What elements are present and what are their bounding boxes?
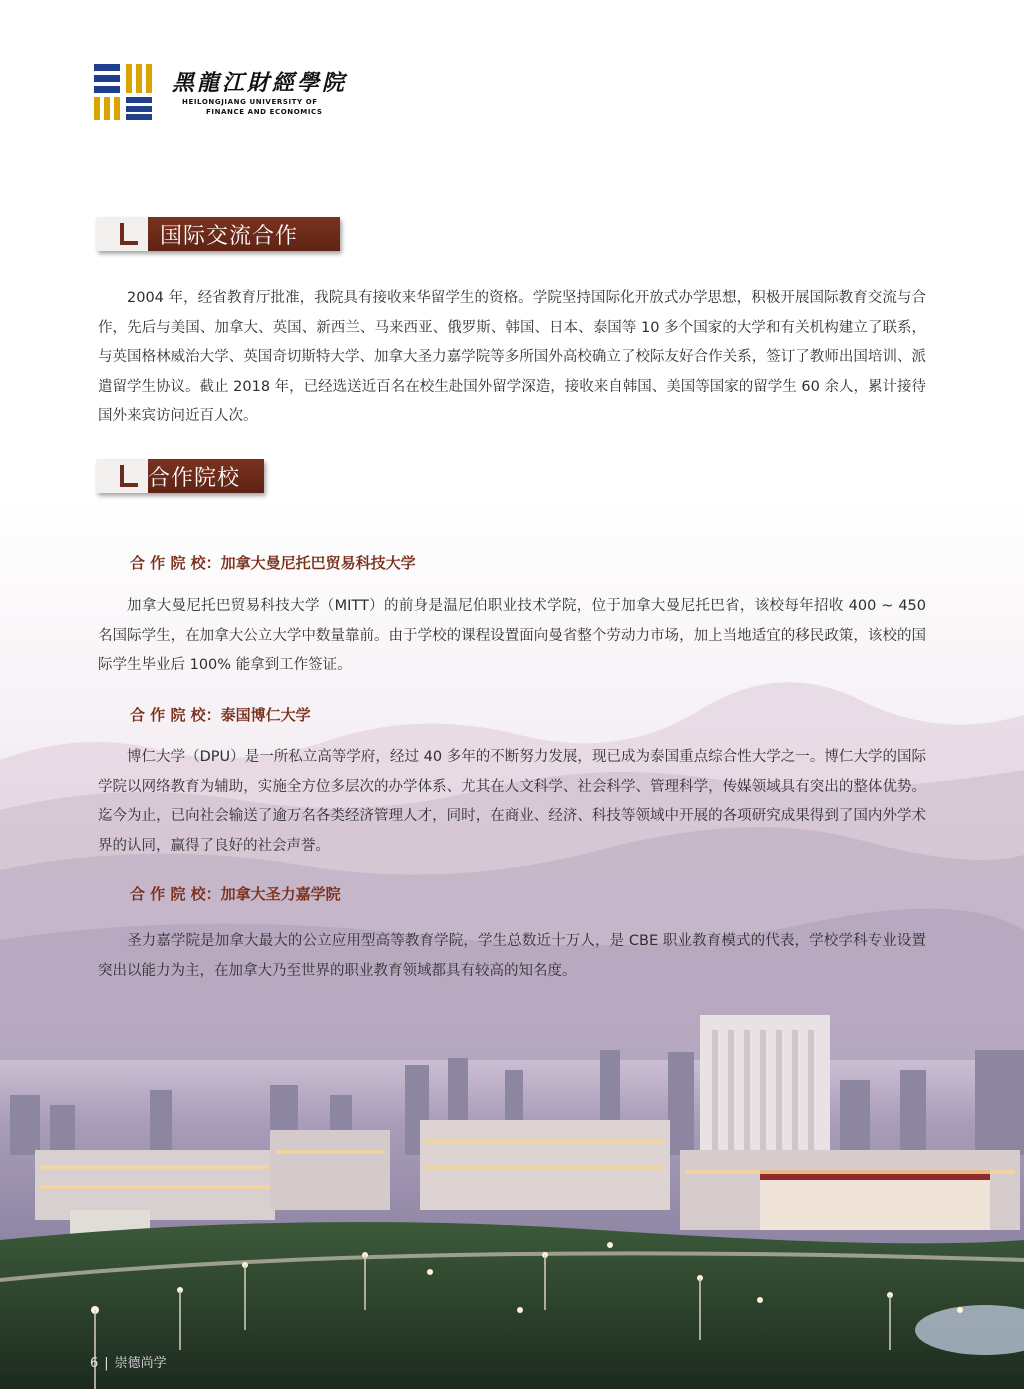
page-footer: [90, 1352, 173, 1371]
chevron-tick-icon: [118, 221, 140, 249]
section-title-partners: 合作院校: [148, 466, 241, 491]
partner-heading-dpu: 合 作 院 校：泰国博仁大学: [130, 706, 311, 724]
footer-caption: 崇德尚学: [114, 1356, 167, 1371]
footer-separator: |: [104, 1356, 109, 1371]
partner-body-dpu: 博仁大学（DPU）是一所私立高等学府，经过 40 多年的不断努力发展，现已成为泰国重点综合性大学之一。博仁大学的国际学院以网络教育为辅助，实施全方位多层次的办学体系、尤其在人文科学、社会科学、管理科学，传媒领域具有突出的整体优势。迄今为止，已向社会输送了逾万名各类经济管理人才，同时，在商业、经济、科技等领域中开展的各项研究成果得到了国内外学术界的认同，赢得了良好的社会声誉。: [98, 749, 926, 854]
partner-body-seneca: 圣力嘉学院是加拿大最大的公立应用型高等教育学院，学生总数近十万人，是 CBE 职业教育模式的代表，学校学科专业设置突出以能力为主，在加拿大乃至世界的职业教育领域都具有较高的知名度。: [98, 933, 926, 979]
section-heading-partners: [96, 459, 266, 497]
section-heading-exchange: [96, 217, 342, 255]
partner-body-mitt: 加拿大曼尼托巴贸易科技大学（MITT）的前身是温尼伯职业技术学院，位于加拿大曼尼托巴省，该校每年招收 400 ~ 450 名国际学生，在加拿大公立大学中数量靠前。由于学校的课程设置面向曼省整个劳动力市场，加上当地适宜的移民政策，该校的国际学生毕业后 100% 能拿到工作签证。: [98, 598, 926, 673]
partner-heading-mitt: 合 作 院 校：加拿大曼尼托巴贸易科技大学: [130, 554, 416, 572]
partner-heading-seneca: 合 作 院 校：加拿大圣力嘉学院: [130, 885, 341, 903]
chevron-tick-icon: [118, 463, 140, 491]
school-name-en-line2: FINANCE AND ECONOMICS: [206, 108, 323, 116]
section-title-exchange: 国际交流合作: [160, 224, 299, 249]
school-name-cn: 黑龍江財經學院: [172, 70, 348, 96]
school-logo-icon: [94, 64, 152, 120]
campus-night-photo: [0, 1010, 1024, 1389]
school-name-en-line1: HEILONGJIANG UNIVERSITY OF: [182, 98, 318, 106]
exchange-paragraph: 2004 年，经省教育厅批准，我院具有接收来华留学生的资格。学院坚持国际化开放式办学思想，积极开展国际教育交流与合作，先后与美国、加拿大、英国、新西兰、马来西亚、俄罗斯、韩国、日本、泰国等 10 多个国家的大学和有关机构建立了联系，与英国格林威治大学、英国奇切斯特大学、加拿大圣力嘉学院等多所国外高校确立了校际友好合作关系，签订了教师出国培训、派遣留学生协议。截止 2018 年，已经选送近百名在校生赴国外留学深造，接收来自韩国、美国等国家的留学生 60 余人，累计接待国外来宾访问近百人次。: [98, 290, 926, 424]
page-number: 6: [90, 1356, 99, 1371]
